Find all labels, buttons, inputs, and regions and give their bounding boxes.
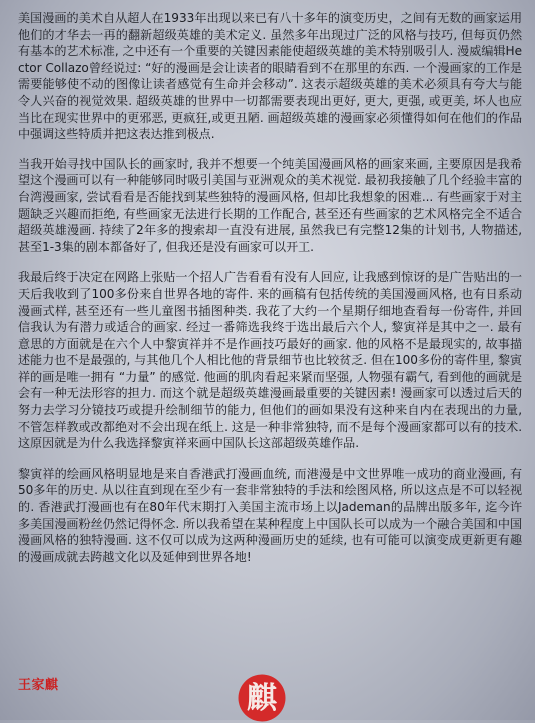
paragraph-search: 当我开始寻找中国队长的画家时, 我并不想要一个纯美国漫画风格的画家来画, 主要原因是我希望这个漫画可以有一种能够同时吸引美国与亚洲观众的美术视觉. 最初我接触了几个经验丰富的台湾漫画家, 尝试看看是否能找到某些独特的漫画风格, 但却比我想象的困难... 有些画家于对主题缺乏兴趣而拒绝, 有些画家无法进行长期的工作配合, 甚至还有些画家的艺术风格完全不适合超级英雄漫画. 持续了2年多的搜索却一直没有进展, 虽然我已有完整12集的计划书, 人物描述, 甚至1-3集的剧本都备好了, 但我还是没有画家可以开工. — [18, 156, 522, 254]
seal-character: 麒 — [247, 681, 277, 716]
seal-stamp — [237, 673, 287, 723]
author-signature: 王家麒 — [18, 678, 59, 693]
paragraph-intro: 美国漫画的美术自从超人在1933年出现以来已有八十多年的演变历史，之间有无数的画家运用他们的才华去一再的翻新超级英雄的美术定义. 虽然多年出现过广泛的风格与技巧, 但每页仍然有基本的艺术标准, 之中还有一个重要的关键因素能使超级英雄的美术特别吸引人. 漫威编辑Hector Collazo曾经说过: “好的漫画是会让读者的眼睛看到不在那里的东西. 一个漫画家的工作是需要能够使不动的图像让读者感觉有生命并会移动”. 这表示超级英雄的美术必须具有夸大与能令人兴奋的视觉效果. 超级英雄的世界中一切都需要表现出更好, 更大, 更强, 或更美, 坏人也应当比在现实世界中的更邪恶, 更疯狂,或更丑陋. 画超级英雄的漫画家必须懂得如何在他们的作品中强调这些特质并把这表达推到极点. — [18, 11, 522, 142]
paragraph-selection: 我最后终于决定在网路上张贴一个招人广告看看有没有人回应, 让我感到惊讶的是广告贴出的一天后我收到了100多份来自世界各地的寄件. 来的画稿有包括传统的美国漫画风格, 也有日系动漫画式样, 甚至还有一些儿童图书插图种类. 我花了大约一个星期仔细地查看每一份寄件, 并回信我认为有潜力或适合的画家. 经过一番筛选我终于选出最后六个人, 黎寅祥是其中之一. 最有意思的方面就是在六个人中黎寅祥并不是作画技巧最好的画家. 他的风格不是最现实的, 故事描述能力也不是最强的, 与其他几个人相比他的背景细节也比较贫乏. 但在100多份的寄件里, 黎寅祥的画是唯一拥有 “力量” 的感觉. 他画的肌肉看起来紧而坚强, 人物强有霸气, 看到他的画就是会有一种无法形容的担力. 而这个就是超级英雄漫画最重要的关键因素! 漫画家可以透过后天的努力去学习分镜技巧或提升绘制细节的能力, 但他们的画如果没有这种来自内在表现出的力量, 不管怎样教或改都绝对不会出现在纸上. 这是一种非常独特, 而不是每个漫画家都可以有的技术. 这原因就是为什么我选择黎寅祥来画中国队长这部超级英雄作品. — [18, 270, 522, 451]
article — [18, 10, 522, 715]
paragraph-style: 黎寅祥的绘画风格明显地是来自香港武打漫画血统, 而港漫是中文世界唯一成功的商业漫画, 有50多年的历史. 从以往直到现在至少有一套非常独特的手法和绘图风格, 所以这点是不可以轻视的. 香港武打漫画也有在80年代末期打入美国主流市场上以Jademan的品牌出版多年, 迄今许多美国漫画粉丝仍然记得怀念. 所以我希望在某种程度上中国队长可以成为一个融合美国和中国漫画风格的独特漫画. 这不仅可以成为这两种漫画历史的延续, 也有可能可以演变成更新更有趣的漫画成就去跨越文化以及延伸到世界各地! — [18, 466, 522, 564]
